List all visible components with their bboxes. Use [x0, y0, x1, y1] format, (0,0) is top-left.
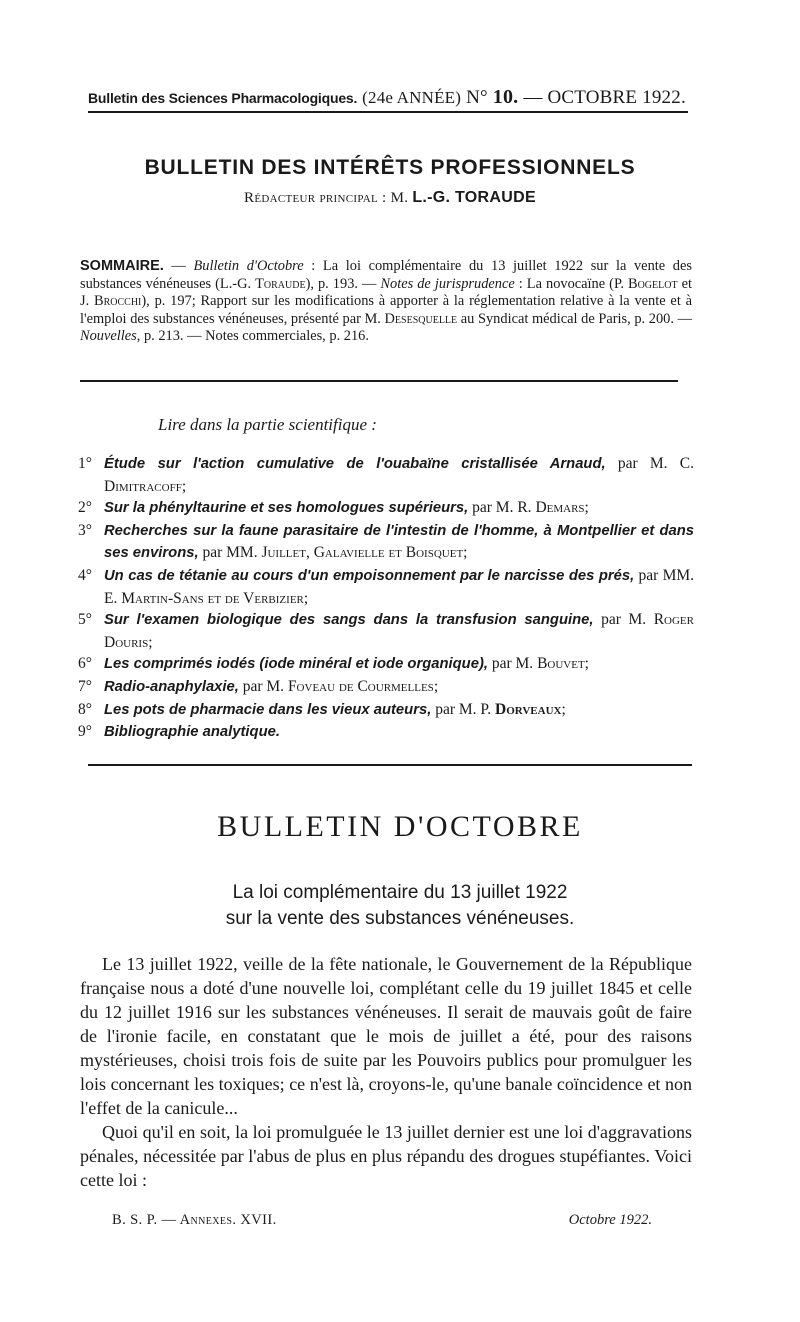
summary-label: SOMMAIRE.	[80, 258, 164, 274]
list-item	[78, 653, 694, 676]
item-end: ;	[584, 499, 589, 517]
item-title: Un cas de tétanie au cours d'un empoisonnement par le narcisse des prés,	[104, 567, 635, 584]
summary-text: au Syndicat médical de Paris, p. 200. —	[457, 310, 692, 327]
article-title	[80, 880, 720, 932]
item-end: ;	[433, 677, 439, 695]
scientific-contents-list	[78, 453, 694, 744]
item-end: ;	[181, 477, 187, 495]
summary-author: Brocchi	[94, 293, 142, 310]
item-end: ;	[303, 589, 309, 607]
item-title: Étude sur l'action cumulative de l'ouabaïne cristallisée Arnaud,	[104, 456, 606, 472]
bulletin-title: BULLETIN D'OCTOBRE	[217, 810, 583, 843]
item-title: Les pots de pharmacie dans les vieux auteurs,	[104, 701, 432, 718]
item-title: Bibliographie analytique.	[104, 724, 280, 741]
item-by: par M. P.	[431, 700, 496, 718]
journal-year: (24e ANNÉE)	[362, 88, 462, 107]
summary-text: Nouvelles	[80, 328, 137, 345]
summary-rule	[80, 380, 678, 382]
editor-name: L.-G. TORAUDE	[412, 189, 536, 206]
summary-text: : La loi complémentaire du 13 juillet 1922 sur la vente des substances vénéneuses (L.-G.	[80, 258, 692, 292]
item-authors: Juillet, Galavielle et Boisquet	[261, 544, 464, 562]
scientific-part-heading: Lire dans la partie scientifique :	[158, 415, 377, 434]
item-title: Recherches sur la faune parasitaire de l'intestin de l'homme, à Montpellier et dans ses environs,	[104, 522, 694, 562]
header-rule	[88, 111, 688, 113]
summary-text: ), p. 197; Rapport sur les modifications à apporter à la réglementation relative à la vente et à l'emploi des substances vénéneuses, présenté par M.	[80, 293, 693, 327]
contents-rule	[88, 764, 692, 766]
item-title: Les comprimés iodés (iode minéral et iode organique),	[104, 656, 488, 673]
item-title: Sur la phényltaurine et ses homologues supérieurs,	[104, 500, 469, 517]
item-authors: Dimitracoff	[104, 477, 182, 495]
body-paragraph: Le 13 juillet 1922, veille de la fête nationale, le Gouvernement de la République française nous a doté d'une nouvelle loi, complétant celle du 19 juillet 1845 et celle du 12 juillet 1916 sur les substances vénéneuses. Il serait de mauvais goût de faire de l'ironie facile, en constatant que le mois de juillet a été, pour des raisons mystérieuses, choisi trois fois de suite par les Pouvoirs publics pour promulguer les lois concernant les toxiques; ce n'est là, croyons-le, qu'une banale coïncidence et non l'effet de la canicule...	[80, 954, 692, 1118]
item-title: Sur l'examen biologique des sangs dans la transfusion sanguine,	[104, 612, 594, 629]
item-by: par M. R.	[468, 499, 536, 517]
summary-text: : La novocaïne (P.	[514, 275, 628, 292]
summary-text: —	[163, 258, 194, 274]
item-end: ;	[148, 633, 153, 651]
section-title: BULLETIN DES INTÉRÊTS PROFESSIONNELS	[144, 156, 636, 179]
summary-author: Bogelot	[627, 275, 678, 292]
list-item	[78, 520, 694, 565]
item-by: par M.	[238, 677, 288, 695]
list-item	[78, 565, 694, 609]
issue-date: — OCTOBRE 1922.	[523, 87, 686, 108]
article-title-line: sur la vente des substances vénéneuses.	[225, 908, 575, 929]
item-number: 9°	[78, 723, 92, 741]
item-by: par MM. E.	[104, 566, 695, 607]
footer-date: Octobre 1922.	[568, 1212, 652, 1228]
list-item	[78, 721, 694, 744]
article-body	[80, 952, 692, 1192]
item-authors: Dorveaux	[495, 700, 562, 718]
item-end: ;	[463, 544, 468, 562]
editor-label: Rédacteur principal :	[244, 190, 387, 206]
item-authors: Foveau de Courmelles	[287, 677, 434, 695]
list-item	[78, 699, 694, 722]
item-number: 5°	[78, 611, 92, 629]
list-item	[78, 453, 694, 497]
item-authors: Demars	[535, 499, 585, 517]
article-title-line: La loi complémentaire du 13 juillet 1922	[232, 882, 568, 903]
issue-number: 10.	[492, 86, 519, 108]
footer-reference: B. S. P. — Annexes. XVII.	[112, 1212, 277, 1228]
summary-paragraph	[80, 258, 692, 346]
summary-block	[80, 258, 692, 346]
item-number: 8°	[78, 700, 92, 718]
list-item	[78, 609, 694, 653]
item-number: 3°	[78, 521, 92, 539]
summary-text: Notes de jurisprudence	[380, 275, 515, 292]
item-number: 7°	[78, 677, 92, 695]
summary-author: Toraude	[255, 275, 306, 292]
list-item	[78, 676, 694, 699]
editor-line	[80, 189, 700, 207]
item-number: 6°	[78, 655, 92, 673]
list-item	[78, 497, 694, 520]
item-authors: Roger Douris	[104, 611, 694, 651]
item-authors: Martin-Sans et de Verbizier	[121, 589, 304, 607]
item-by: par M. C.	[605, 455, 694, 472]
item-authors: Bouvet	[537, 655, 585, 673]
summary-text: et J.	[80, 275, 692, 310]
item-number: 1°	[78, 455, 92, 472]
body-paragraph: Quoi qu'il en soit, la loi promulguée le 13 juillet dernier est une loi d'aggravations pénales, nécessitée par l'abus de plus en plus répandu des drogues stupéfiantes. Voici cette loi :	[80, 1122, 692, 1190]
summary-text: , p. 213. — Notes commerciales, p. 216.	[136, 328, 369, 345]
editor-prefix: M.	[390, 190, 409, 206]
summary-author: Desesquelle	[384, 310, 458, 327]
summary-text: ), p. 193. —	[305, 275, 381, 292]
item-number: 4°	[78, 566, 92, 584]
item-by: par M.	[487, 655, 538, 673]
issue-number-label: N°	[466, 87, 488, 108]
item-number: 2°	[78, 499, 92, 517]
journal-name: Bulletin des Sciences Pharmacologiques.	[88, 90, 358, 106]
item-end: ;	[584, 655, 589, 673]
running-header	[88, 86, 688, 109]
item-by: par MM.	[198, 544, 262, 562]
summary-text: Bulletin d'Octobre	[193, 258, 304, 274]
item-end: ;	[561, 700, 566, 718]
item-by: par M.	[593, 611, 654, 629]
item-title: Radio-anaphylaxie,	[104, 678, 239, 695]
